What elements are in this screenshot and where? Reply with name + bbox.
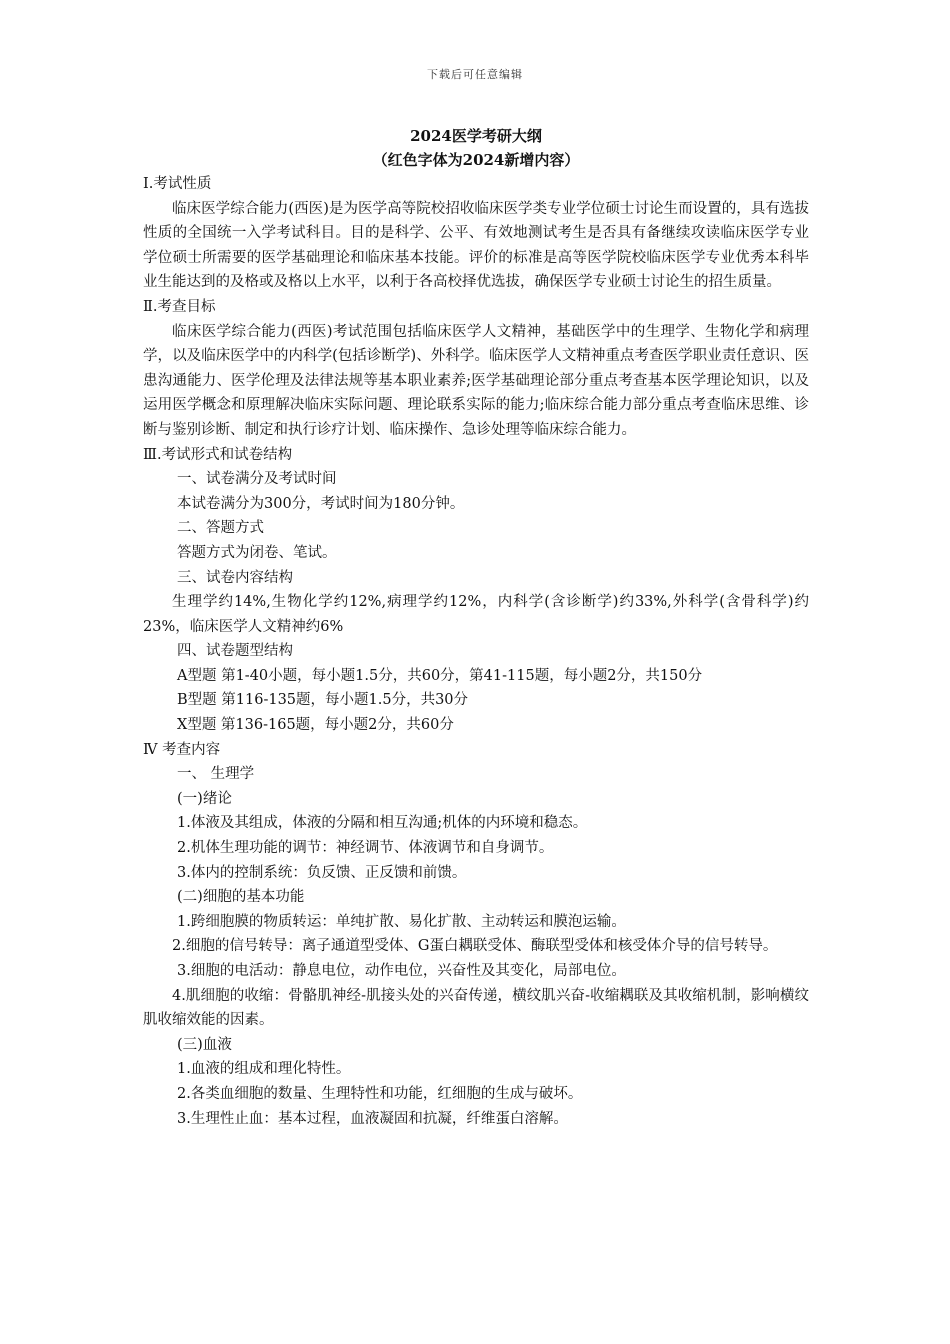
section-heading: Ⅱ.考查目标: [143, 298, 216, 315]
list-item: 四、试卷题型结构: [177, 643, 293, 660]
content-structure-text: 生理学约14%,生物化学约12%,病理学约12%，内科学(含诊断学)约33%,外科学(含骨科学)约23%，临床医学人文精神约6%: [143, 594, 809, 635]
list-item: 3.体内的控制系统：负反馈、正反馈和前馈。: [177, 864, 467, 881]
document-title: 2024医学考研大纲: [410, 127, 542, 145]
document-subtitle: （红色字体为2024新增内容）: [372, 151, 580, 169]
header-note: 下载后可任意编辑: [427, 68, 523, 81]
document-body: [143, 124, 809, 1131]
part-heading: (二)细胞的基本功能: [177, 889, 305, 906]
list-item: 3.生理性止血：基本过程，血液凝固和抗凝，纤维蛋白溶解。: [177, 1110, 568, 1127]
list-item: 4.肌细胞的收缩：骨骼肌神经-肌接头处的兴奋传递，横纹肌兴奋-收缩耦联及其收缩机制，影响横纹肌收缩效能的因素。: [143, 987, 809, 1029]
list-item: 1.体液及其组成，体液的分隔和相互沟通;机体的内环境和稳态。: [177, 815, 588, 832]
list-item: 三、试卷内容结构: [177, 569, 293, 586]
section-heading: Ⅲ.考试形式和试卷结构: [143, 446, 293, 463]
question-type-line: B型题 第116-135题，每小题1.5分，共30分: [177, 692, 469, 709]
section-heading: Ⅳ 考查内容: [143, 741, 221, 758]
subject-heading: 一、 生理学: [177, 766, 255, 783]
list-item: 一、试卷满分及考试时间: [177, 471, 337, 488]
list-item: 2.细胞的信号转导：离子通道型受体、G蛋白耦联受体、酶联型受体和核受体介导的信号转导。: [172, 938, 778, 955]
part-heading: (一)绪论: [177, 790, 232, 807]
list-item: 二、答题方式: [177, 520, 264, 537]
section-heading: Ⅰ.考试性质: [143, 176, 212, 192]
section-paragraph: 临床医学综合能力(西医)是为医学高等院校招收临床医学类专业学位硕士讨论生而设置的，具有选拔性质的全国统一入学考试科目。目的是科学、公平、有效地测试考生是否具有备继续攻读临床医学专业学位硕士所需要的医学基础理论和临床基本技能。评价的标准是高等医学院校临床医学专业优秀本科毕业生能达到的及格或及格以上水平，以利于各高校择优选拔，确保医学专业硕士讨论生的招生质量。: [143, 200, 809, 291]
question-type-line: X型题 第136-165题，每小题2分，共60分: [177, 717, 454, 734]
list-item: 2.机体生理功能的调节：神经调节、体液调节和自身调节。: [177, 840, 554, 857]
part-heading: (三)血液: [177, 1036, 232, 1053]
list-item: 3.细胞的电活动：静息电位，动作电位，兴奋性及其变化，局部电位。: [177, 963, 626, 979]
list-item: 1.跨细胞膜的物质转运：单纯扩散、易化扩散、主动转运和膜泡运输。: [177, 913, 626, 930]
list-item: 本试卷满分为300分，考试时间为180分钟。: [177, 495, 465, 512]
question-type-line: A型题 第1-40小题，每小题1.5分，共60分，第41-115题，每小题2分，共150分: [177, 667, 703, 684]
list-item: 答题方式为闭卷、笔试。: [177, 544, 337, 561]
list-item: 2.各类血细胞的数量、生理特性和功能，红细胞的生成与破坏。: [177, 1085, 583, 1102]
list-item: 1.血液的组成和理化特性。: [177, 1061, 351, 1078]
section-paragraph: 临床医学综合能力(西医)考试范围包括临床医学人文精神，基础医学中的生理学、生物化学和病理学，以及临床医学中的内科学(包括诊断学)、外科学。临床医学人文精神重点考查医学职业责任意识、医患沟通能力、医学伦理及法律法规等基本职业素养;医学基础理论部分重点考查基本医学理论知识，以及运用医学概念和原理解决临床实际问题、理论联系实际的能力;临床综合能力部分重点考查临床思维、诊断与鉴别诊断、制定和执行诊疗计划、临床操作、急诊处理等临床综合能力。: [143, 323, 809, 438]
